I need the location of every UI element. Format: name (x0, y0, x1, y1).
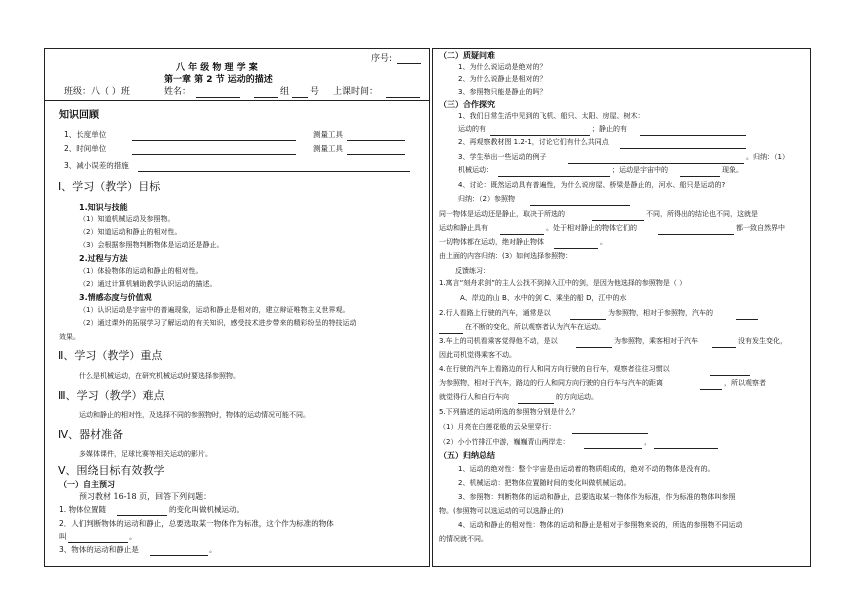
explore-l2-blank-2 (640, 127, 746, 136)
header-divider (45, 100, 429, 101)
doc-lesson-title: 第一章 第 2 节 运动的描述 (164, 75, 273, 85)
goals-sub-2-item-1: （1）体验物体的运动和静止的相对性。 (79, 267, 203, 275)
explore-l5a: 机械运动： (458, 166, 493, 174)
teaching-heading: Ⅴ、围绕目标有效教学 (58, 464, 165, 477)
preview-q1-blank (117, 507, 167, 516)
summary-l3: 3、参照物：判断物体的运动和静止，总要选取某一物体作为标准，作为标准的物体叫参照 (458, 493, 736, 501)
preview-q2-blank (68, 534, 128, 543)
practice-q4b: 为参照物，相对于汽车，路边的行人和同方向行驶的自行车与汽车的距离 (439, 379, 663, 387)
practice-q5-2-blank-2 (654, 440, 718, 449)
practice-q4-blank-2 (700, 381, 722, 390)
time-blank (386, 89, 420, 98)
explore-l5b: ；运动是宇宙中的 (612, 166, 668, 174)
practice-q2-blank-2 (736, 311, 758, 320)
goals-sub-3: 3.情感态度与价值观 (79, 293, 152, 302)
practice-q5-2-blank-1 (584, 440, 642, 449)
goals-sub-1-item-1: （1）知道机械运动及参照物。 (79, 215, 175, 223)
practice-q5-2-sep: ， (644, 438, 651, 446)
review-item-1: 1、长度单位 (64, 130, 107, 139)
goals-sub-3-item-2: （2）通过课外的拓展学习了解运动的有关知识，感受技术进步带来的精彩纷呈的特技运动 (79, 319, 357, 327)
goals-sub-1-item-3: （3）会根据参照物判断物体是运动还是静止。 (79, 241, 224, 249)
review-heading: 知识回顾 (59, 110, 99, 121)
explore-l5-blank-1 (498, 168, 610, 177)
seq-blank (397, 55, 421, 64)
preview-instruction: 预习教材 16-18 页，回答下列问题： (79, 492, 212, 501)
review-tool-2: 测量工具 (313, 144, 343, 153)
review-item-2-blank (132, 146, 296, 155)
summary-l5: 4、运动和静止的相对性：物体的运动和静止是相对于参照物来说的，所选的参照物不同运动 (458, 521, 743, 529)
practice-q5-1-blank (572, 425, 648, 434)
summary-l6: 的情况就不同。 (439, 535, 488, 543)
explore-l3: 2、再观察教材图 1.2-1，讨论它们有什么共同点 (458, 138, 609, 146)
explore-l4a: 3、学生举出一些运动的例子 (458, 153, 547, 161)
explore-l1: 1、我们日常生活中见到的飞机、船只、太阳、房屋、树木： (458, 112, 645, 120)
review-item-1-blank (132, 132, 296, 141)
preview-q2-jiao: 叫 (59, 532, 67, 541)
review-item-2: 2、时间单位 (64, 144, 107, 153)
review-tool-1-blank (347, 132, 405, 141)
explore-l10a: 一切物体都在运动，绝对静止物体 (439, 238, 544, 246)
practice-q4a: 4.在行驶的汽车上看路边的行人和同方向行驶的自行车，观察者往往习惯以 (439, 365, 670, 373)
explore-l4-blank (568, 155, 744, 164)
review-item-3: 3、减小误差的措施 (64, 161, 129, 170)
explore-l2-blank-1 (490, 127, 590, 136)
practice-q5-2: （2）小小竹排江中游，巍巍青山两岸走： (439, 438, 570, 446)
practice-q4d: 就觉得行人和自行车向 (439, 393, 509, 401)
explore-l3-blank (620, 140, 746, 149)
explore-l8a: 同一物体是运动还是静止，取决于所选的 (439, 210, 565, 218)
preview-q2-start: 2．人们判断物体的运动和静止，总要选取某一物体作为标准，这个作为标准的物体 (59, 519, 334, 528)
practice-q2c: 在不断的变化，所以观察者认为汽车在运动。 (465, 323, 605, 331)
explore-l8-blank (592, 212, 644, 221)
focus-heading: Ⅱ、学习（教学）重点 (58, 349, 163, 362)
practice-q4-blank-3 (518, 395, 554, 404)
name-label: 姓名： (164, 87, 192, 97)
goals-sub-2: 2.过程与方法 (79, 254, 128, 263)
explore-heading: （三）合作探究 (439, 100, 495, 109)
preview-q1-end: 的变化叫做机械运动。 (169, 505, 244, 514)
preview-q3-blank (150, 547, 208, 556)
practice-q4-blank-1 (710, 367, 750, 376)
summary-l2: 2、机械运动：把物体位置随时间的变化叫做机械运动。 (458, 479, 631, 487)
practice-q1-options: A、岸边的山 B、水中的剑 C、乘坐的船 D，江中的水 (460, 294, 627, 302)
explore-l5-blank-2 (680, 168, 720, 177)
explore-l9a: 运动和静止具有 (439, 224, 488, 232)
explore-l5c: 现象。 (722, 166, 743, 174)
doubts-item-1: 1、为什么说运动是绝对的？ (458, 63, 547, 71)
practice-q2b: 为参照物，相对于参照物，汽车的 (608, 309, 713, 317)
explore-l9c: 都一致自然界中 (736, 224, 785, 232)
practice-q4c: ，所以观察者 (724, 379, 766, 387)
review-tool-1: 测量工具 (313, 130, 343, 139)
summary-l1: 1、运动的绝对性：整个宇宙是由运动着的物质组成的，绝对不动的物体是没有的。 (458, 465, 715, 473)
class-label: 班级：八（ ）班 (64, 87, 130, 97)
goals-sub-1: 1.知识与技能 (79, 203, 128, 212)
goals-sub-3-item-3: 效果。 (59, 333, 80, 341)
goals-sub-1-item-2: （2）知道运动和静止的相对性。 (79, 228, 182, 236)
name-blank (196, 89, 240, 98)
practice-q3-blank-2 (712, 339, 736, 348)
practice-q5-1: （1）月亮在白莲花般的云朵里穿行： (439, 423, 556, 431)
review-tool-2-blank (347, 146, 405, 155)
practice-q3a: 3.车上的司机看乘客觉得他不动，是以 (439, 337, 558, 345)
preview-q1-start: 1. 物体位置随 (59, 505, 107, 514)
explore-l6: 4、讨论：既然运动具有普遍性，为什么说房屋、桥梁是静止的，河水、船只是运动的? (458, 181, 726, 189)
summary-l4: 物。(参照物可以选运动的可以选静止的) (439, 507, 564, 515)
seq-label: 序号: (371, 54, 393, 64)
explore-l4b: 。归纳：（1） (746, 153, 789, 161)
explore-l11: 由上面的内容归纳：(3）如何选择参照物： (439, 252, 573, 260)
explore-l9-blank-2 (658, 226, 734, 235)
practice-heading: 反馈练习： (455, 267, 490, 275)
group-label: 组 (280, 87, 290, 97)
goals-sub-2-item-2: （2）通过计算机辅助教学认识运动的描述。 (79, 280, 217, 288)
practice-q1: 1.寓言“刻舟求剑”的主人公找不到掉入江中的剑，是因为他选择的参照物是（ ） (439, 279, 687, 287)
practice-q3c: 没有发生变化， (738, 337, 787, 345)
practice-q3b: 为参照物，乘客相对于汽车 (614, 337, 698, 345)
explore-l9-blank-1 (500, 226, 544, 235)
explore-l2b: ；静止的有 (592, 125, 627, 133)
preview-q2-end: 。 (129, 532, 137, 541)
practice-q5: 5.下列描述的运动所选的参照物分别是什么？ (439, 408, 579, 416)
explore-l10b: 。 (600, 238, 607, 246)
practice-q2-blank-1 (570, 311, 606, 320)
explore-l9b: 。处于相对静止的物体它们的 (546, 224, 637, 232)
preview-q3-end: 。 (209, 545, 217, 554)
review-item-3-blank (138, 163, 410, 172)
doubts-item-2: 2、为什么说静止是相对的？ (458, 75, 547, 83)
explore-l8b: 不同，所得出的结论也不同，这就是 (646, 210, 758, 218)
focus-text: 什么是机械运动，在研究机械运动时要选择参照物。 (79, 372, 240, 380)
time-label: 上课时间： (333, 87, 379, 97)
explore-l2a: 运动的有 (458, 125, 486, 133)
practice-q4e: 的方向运动。 (556, 393, 598, 401)
practice-q3d: 因此司机觉得乘客不动。 (439, 351, 516, 359)
preview-q3-start: 3、物体的运动和静止是 (59, 545, 139, 554)
summary-heading: （五）归纳总结 (439, 451, 495, 460)
practice-q3-blank-1 (576, 339, 612, 348)
number-label: 号 (310, 87, 320, 97)
difficulty-heading: Ⅲ、学习（教学）难点 (58, 389, 165, 402)
difficulty-text: 运动和静止的相对性，及选择不同的参照物时，物体的运动情况可能不同。 (79, 411, 310, 419)
explore-l7: 归纳：（2）参照物 (458, 195, 515, 203)
materials-heading: Ⅳ、器材准备 (58, 428, 124, 441)
doc-grade-title: 八 年 级 物 理 学 案 (176, 63, 258, 73)
explore-l10-blank (554, 240, 598, 249)
number-blank (292, 89, 308, 98)
self-study-heading: （一）自主预习 (59, 480, 115, 489)
practice-q2a: 2.行人看路上行驶的汽车，通常是以 (439, 309, 551, 317)
doubts-heading: （二）质疑问难 (439, 51, 495, 60)
goals-heading: Ⅰ、学习（教学）目标 (58, 180, 161, 193)
doubts-item-3: 3、参照物只能是静止的吗？ (458, 88, 547, 96)
explore-l7-blank (530, 197, 630, 206)
materials-text: 多媒体课件，足球比赛等相关运动的影片。 (79, 450, 212, 458)
goals-sub-3-item-1: （1）认识运动是宇宙中的普遍现象，运动和静止是相对的，建立辩证唯物主义世界观。 (79, 306, 350, 314)
practice-q2-blank-3 (439, 325, 463, 334)
group-blank (254, 89, 278, 98)
